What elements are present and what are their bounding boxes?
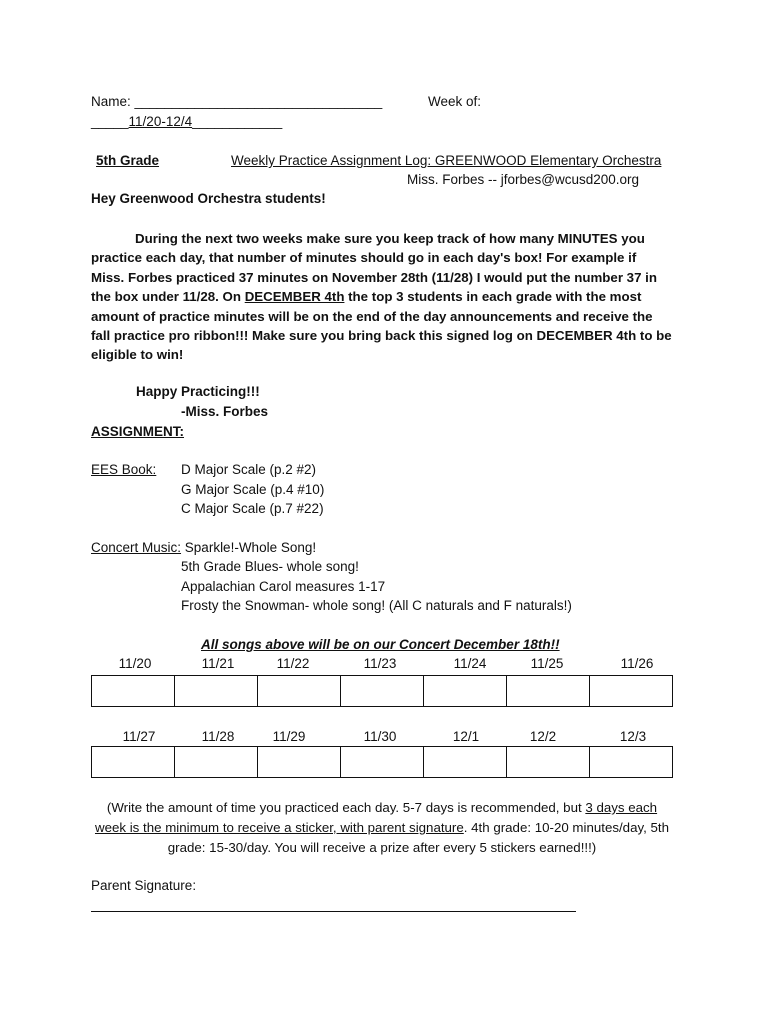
name-field-row [91, 94, 382, 109]
week2-minutes-table [91, 746, 673, 778]
date-label: 12/2 [529, 729, 557, 744]
name-blank[interactable]: _________________________________ [134, 94, 383, 109]
date-label: 12/3 [619, 729, 647, 744]
week1-date-row [91, 656, 673, 672]
date-label: 11/27 [122, 729, 156, 744]
greeting: Hey Greenwood Orchestra students! [91, 191, 326, 206]
minutes-box[interactable] [590, 676, 673, 707]
week-value: 11/20-12/4 [128, 114, 193, 129]
ees-item: G Major Scale (p.4 #10) [181, 482, 325, 497]
name-label: Name: [91, 94, 135, 109]
table-row [92, 747, 673, 778]
ees-item: C Major Scale (p.7 #22) [181, 501, 324, 516]
minutes-box[interactable] [424, 676, 507, 707]
minutes-box[interactable] [92, 747, 175, 778]
minutes-box[interactable] [424, 747, 507, 778]
minutes-box[interactable] [175, 747, 258, 778]
concert-item: 5th Grade Blues- whole song! [181, 559, 359, 574]
date-label: 11/28 [201, 729, 235, 744]
instructions-part1: During the next two weeks make sure you keep track of how many MINUTES you practice each day, that number of minutes should go in each day's box! For example if Miss. Forbes practiced 37 minutes on November 28th (11/28) I would put the number 37 in the box under 11/28. On [91, 231, 657, 305]
date-label: 11/21 [201, 656, 235, 671]
grade-label: 5th Grade [96, 153, 160, 168]
minutes-box[interactable] [507, 747, 590, 778]
instructions-part2: the top 3 students in each grade with the most amount of practice minutes will be on the end of the day announcements and receive the fall practice pro ribbon!!! Make sure you bring back this signed log on DECEMBER 4th to be eligible to win! [91, 289, 672, 363]
week2-date-row [91, 729, 673, 745]
assignment-heading: ASSIGNMENT: [91, 424, 185, 439]
date-label: 12/1 [452, 729, 480, 744]
date-label: 11/30 [363, 729, 397, 744]
concert-item: Sparkle!-Whole Song! [184, 540, 317, 555]
footer-note-underlined: 3 days each week is the minimum to receive a sticker, with parent signature [94, 800, 658, 835]
minutes-box[interactable] [507, 676, 590, 707]
minutes-box[interactable] [590, 747, 673, 778]
concert-item: Appalachian Carol measures 1-17 [181, 579, 386, 594]
week-of-row [91, 114, 282, 129]
minutes-box[interactable] [258, 747, 341, 778]
date-label: 11/20 [118, 656, 152, 671]
minutes-box[interactable] [92, 676, 175, 707]
date-label: 11/26 [620, 656, 654, 671]
date-label: 11/25 [530, 656, 564, 671]
week1-minutes-table [91, 675, 673, 707]
log-title: Weekly Practice Assignment Log: GREENWOOD Elementary Orchestra [231, 153, 662, 168]
minutes-box[interactable] [258, 676, 341, 707]
minutes-box[interactable] [341, 676, 424, 707]
signoff-line2: -Miss. Forbes [181, 404, 269, 419]
date-label: 11/29 [272, 729, 306, 744]
footer-note-part2: . 4th grade: 10-20 minutes/day, 5th grade: 15-30/day. You will receive a prize after every 5 stickers earned!!!) [167, 820, 670, 855]
week-prefix-blank: _____ [91, 114, 129, 129]
table-row [92, 676, 673, 707]
date-label: 11/24 [453, 656, 487, 671]
parent-signature-label: Parent Signature: [91, 878, 197, 893]
instructions-paragraph [91, 229, 673, 365]
concert-music-label: Concert Music: [91, 540, 182, 555]
week-label: Week of: [428, 94, 482, 109]
instructions-highlight: DECEMBER 4th [244, 289, 345, 305]
minutes-box[interactable] [175, 676, 258, 707]
week-suffix-blank: ____________ [192, 114, 283, 129]
teacher-contact: Miss. Forbes -- jforbes@wcusd200.org [407, 172, 640, 187]
parent-signature-line[interactable] [91, 911, 576, 912]
concert-music-row [91, 540, 316, 555]
concert-note: All songs above will be on our Concert December 18th!! [201, 637, 560, 652]
concert-item: Frosty the Snowman- whole song! (All C naturals and F naturals!) [181, 598, 572, 613]
ees-book-label: EES Book: [91, 462, 157, 477]
footer-note-part1: (Write the amount of time you practiced each day. 5-7 days is recommended, but [106, 800, 586, 815]
ees-item: D Major Scale (p.2 #2) [181, 462, 317, 477]
minutes-box[interactable] [341, 747, 424, 778]
date-label: 11/23 [363, 656, 397, 671]
date-label: 11/22 [276, 656, 310, 671]
footer-note [91, 798, 673, 858]
signoff-line1: Happy Practicing!!! [136, 384, 260, 399]
